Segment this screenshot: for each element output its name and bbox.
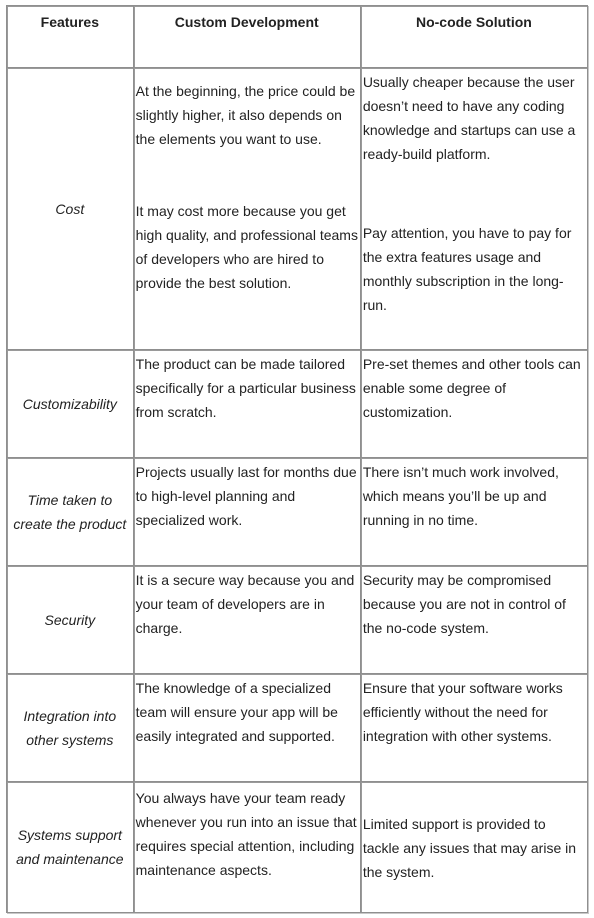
- feature-customizability: Customizability: [7, 350, 134, 458]
- nocode-support-text: Limited support is provided to tackle any issues that may arise in the system.: [361, 782, 588, 913]
- feature-cost: Cost: [7, 68, 134, 350]
- custom-cost-text-2: It may cost more because you get high quality, and professional teams of developers who are hired to provide the best solution.: [135, 203, 358, 291]
- nocode-integration-text: Ensure that your software works efficiently without the need for integration with other systems.: [361, 674, 588, 782]
- nocode-cost-text-2: Pay attention, you have to pay for the extra features usage and monthly subscription in the long-run.: [362, 225, 572, 313]
- table-row-security: [7, 566, 588, 674]
- table-row-cost: [7, 68, 588, 350]
- feature-support: Systems support and maintenance: [7, 782, 134, 913]
- nocode-cost-cell: [361, 68, 588, 350]
- custom-time-text: Projects usually last for months due to high-level planning and specialized work.: [134, 458, 361, 566]
- feature-security: Security: [7, 566, 134, 674]
- header-custom-development: Custom Development: [134, 6, 361, 68]
- header-features: Features: [7, 6, 134, 68]
- custom-support-text: You always have your team ready whenever you run into an issue that requires special attention, including maintenance aspects.: [134, 782, 361, 913]
- custom-integration-text: The knowledge of a specialized team will ensure your app will be easily integrated and supported.: [134, 674, 361, 782]
- custom-cost-cell: [134, 68, 361, 350]
- feature-time-taken: Time taken to create the product: [7, 458, 134, 566]
- nocode-time-text: There isn’t much work involved, which means you’ll be up and running in no time.: [361, 458, 588, 566]
- table-row-integration: [7, 674, 588, 782]
- custom-cost-text-1: At the beginning, the price could be slightly higher, it also depends on the elements you want to use.: [135, 83, 356, 147]
- comparison-table: [6, 5, 588, 913]
- header-row: [7, 6, 588, 68]
- table-row-customizability: [7, 350, 588, 458]
- nocode-cost-text-1: Usually cheaper because the user doesn’t need to have any coding knowledge and startups can use a ready-build platform.: [362, 74, 576, 162]
- custom-customizability-text: The product can be made tailored specifically for a particular business from scratch.: [134, 350, 361, 458]
- custom-security-text: It is a secure way because you and your team of developers are in charge.: [134, 566, 361, 674]
- nocode-security-text: Security may be compromised because you are not in control of the no-code system.: [361, 566, 588, 674]
- feature-integration: Integration into other systems: [7, 674, 134, 782]
- table-row-support: [7, 782, 588, 913]
- nocode-customizability-text: Pre-set themes and other tools can enable some degree of customization.: [361, 350, 588, 458]
- table-row-time: [7, 458, 588, 566]
- header-no-code-solution: No-code Solution: [361, 6, 588, 68]
